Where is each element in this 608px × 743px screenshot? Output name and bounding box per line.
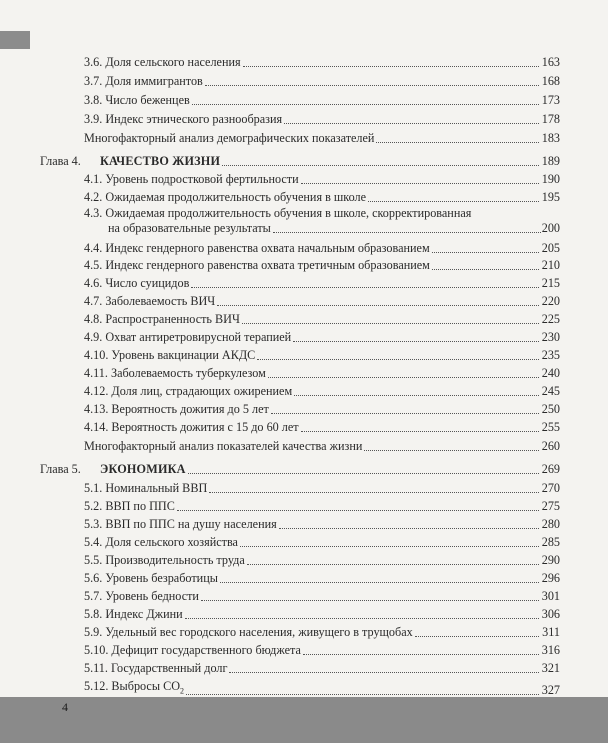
leader-dots [209,480,539,493]
toc-entry-page: 200 [541,221,560,235]
toc-entry-page: 301 [541,589,560,603]
leader-dots [177,498,539,511]
toc-entry-label: 5.11. Государственный долг [84,661,228,675]
toc-entry-label: 4.12. Доля лиц, страдающих ожирением [84,384,293,398]
toc-entry-label: 3.7. Доля иммигрантов [84,74,203,88]
toc-entry[interactable] [84,499,560,514]
toc-entry-multiline[interactable] [84,206,560,236]
toc-entry-label: 4.7. Заболеваемость ВИЧ [84,294,216,308]
toc-entry-label: 4.4. Индекс гендерного равенства охвата начальным образованием [84,241,430,255]
toc-entry-page: 173 [541,93,560,107]
chapter-number: Глава 4. [40,154,81,168]
toc-entry-label: 5.3. ВВП по ППС на душу населения [84,517,277,531]
toc-entry-label: 4.14. Вероятность дожития с 15 до 60 лет [84,420,299,434]
toc-entry-label: 4.11. Заболеваемость туберкулезом [84,366,266,380]
toc-entry-page: 306 [541,607,560,621]
toc-entry[interactable] [84,571,560,586]
toc-entry-label: 5.9. Удельный вес городского населения, живущего в трущобах [84,625,413,639]
toc-entry-page: 275 [541,499,560,513]
toc-entry-page: 270 [541,481,560,495]
toc-entry-label: 4.3. Ожидаемая продолжительность обучения в школе, скорректированная [84,206,472,220]
page-number: 4 [62,700,68,714]
toc-entry-page: 245 [541,384,560,398]
leader-dots [364,438,539,451]
toc-entry-page: 240 [541,366,560,380]
leader-dots [293,329,539,342]
leader-dots [205,73,539,86]
toc-entry-label: 5.1. Номинальный ВВП [84,481,208,495]
toc-entry-page: 260 [541,439,560,453]
toc-entry-label: 4.6. Число суицидов [84,276,190,290]
toc-entry[interactable] [84,553,560,568]
chapter-title: ЭКОНОМИКА [100,462,186,476]
toc-entry-label: 5.6. Уровень безработицы [84,571,218,585]
toc-entry[interactable] [84,93,560,108]
leader-dots [294,383,539,396]
leader-dots [229,660,539,673]
leader-dots [247,552,539,565]
toc-entry-page: 220 [541,294,560,308]
toc-entry-page: 290 [541,553,560,567]
toc-entry-label: 3.6. Доля сельского населения [84,55,241,69]
leader-dots [415,624,539,637]
toc-entry-label: 4.1. Уровень подростковой фертильности [84,172,299,186]
chapter-title: КАЧЕСТВО ЖИЗНИ [100,154,221,168]
toc-entry-page: 296 [541,571,560,585]
leader-dots [220,570,539,583]
toc-entry-label: 5.8. Индекс Джини [84,607,183,621]
toc-entry-label: 5.7. Уровень бедности [84,589,199,603]
toc-entry[interactable] [84,439,560,454]
leader-dots [284,111,539,124]
toc-entry-label: 4.2. Ожидаемая продолжительность обучения в школе [84,190,367,204]
leader-dots [191,275,539,288]
toc-entry-label: 3.9. Индекс этнического разнообразия [84,112,283,126]
toc-entry[interactable] [84,420,560,435]
toc-entry-page: 210 [541,258,560,272]
chapter-page: 269 [541,462,560,476]
toc-entry[interactable] [84,241,560,256]
leader-dots [217,293,539,306]
toc-entry-label: Многофакторный анализ показателей качества жизни [84,439,363,453]
toc-entry[interactable] [84,330,560,345]
toc-entry-page: 327 [541,683,560,698]
toc-entry[interactable] [84,190,560,205]
toc-entry-label: 5.4. Доля сельского хозяйства [84,535,238,549]
toc-entry-page: 168 [541,74,560,88]
toc-entry-page: 215 [541,276,560,290]
toc-entry-label: 3.8. Число беженцев [84,93,190,107]
toc-entry-label: 4.13. Вероятность дожития до 5 лет [84,402,269,416]
chapter-page: 189 [541,154,560,168]
leader-dots [268,365,539,378]
toc-entry-label: 4.9. Охват антиретровирусной терапией [84,330,292,344]
toc-entry-page: 225 [541,312,560,326]
toc-entry[interactable] [84,312,560,327]
toc-entry[interactable] [84,258,560,273]
toc-entry-page: 183 [541,131,560,145]
toc-entry-page: 311 [542,625,560,639]
leader-dots [240,534,539,547]
toc-entry[interactable] [84,517,560,532]
toc-entry-label: Многофакторный анализ демографических показателей [84,131,375,145]
toc-entry-label: 5.2. ВВП по ППС [84,499,175,513]
toc-entry[interactable] [84,643,560,658]
toc-entry-label-continued: на образовательные результаты [108,221,271,235]
corner-tab-marker [0,31,30,49]
toc-entry[interactable] [84,74,560,89]
leader-dots [192,92,539,105]
leader-dots [376,130,539,143]
toc-entry-label: 4.10. Уровень вакцинации АКДС [84,348,256,362]
toc-entry[interactable] [84,366,560,381]
leader-dots [432,240,539,253]
toc-entry[interactable] [84,172,560,187]
toc-entry-page: 316 [541,643,560,657]
toc-entry-label: 4.8. Распространенность ВИЧ [84,312,240,326]
toc-entry[interactable] [84,481,560,496]
leader-dots [185,606,539,619]
toc-entry[interactable] [84,402,560,417]
chapter-heading[interactable] [40,462,560,477]
toc-entry[interactable] [84,276,560,291]
toc-entry[interactable] [84,625,560,640]
toc-entry-page: 195 [541,190,560,204]
toc-entry-page: 205 [541,241,560,255]
leader-dots [243,54,539,67]
toc-entry[interactable] [84,607,560,622]
leader-dots [301,171,539,184]
leader-dots [432,257,539,270]
toc-entry-label: 5.5. Производительность труда [84,553,245,567]
toc-entry[interactable] [84,661,560,676]
leader-dots [222,153,539,166]
toc-entry-page: 280 [541,517,560,531]
leader-dots [273,220,541,233]
leader-dots [279,516,539,529]
toc-entry-page: 255 [541,420,560,434]
subscript: 2 [180,686,185,696]
toc-entry[interactable] [84,131,560,146]
toc-entry-page: 230 [541,330,560,344]
toc-entry[interactable] [84,589,560,604]
footer-band [0,697,608,743]
leader-dots [301,419,539,432]
toc-entry-page: 178 [541,112,560,126]
toc-entry-page: 235 [541,348,560,362]
toc-entry-page: 250 [541,402,560,416]
leader-dots [242,311,539,324]
toc-entry-page: 190 [541,172,560,186]
toc-entry-page: 285 [541,535,560,549]
toc-entry-label: 4.5. Индекс гендерного равенства охвата третичным образованием [84,258,430,272]
toc-entry[interactable] [84,348,560,363]
toc-entry-page: 321 [541,661,560,675]
toc-entry[interactable] [84,535,560,550]
toc-entry[interactable] [84,55,560,70]
toc-entry[interactable] [84,294,560,309]
leader-dots [303,642,539,655]
leader-dots [368,189,539,202]
toc-entry-label: 5.10. Дефицит государственного бюджета [84,643,301,657]
leader-dots [201,588,539,601]
leader-dots [188,461,539,474]
toc-entry[interactable] [84,384,560,399]
toc-entry-label: 5.12. Выбросы CO [84,679,181,693]
chapter-heading[interactable] [40,154,560,169]
toc-entry-page: 163 [541,55,560,69]
leader-dots [257,347,539,360]
chapter-number: Глава 5. [40,462,81,476]
toc-entry[interactable] [84,112,560,127]
leader-dots [271,401,539,414]
